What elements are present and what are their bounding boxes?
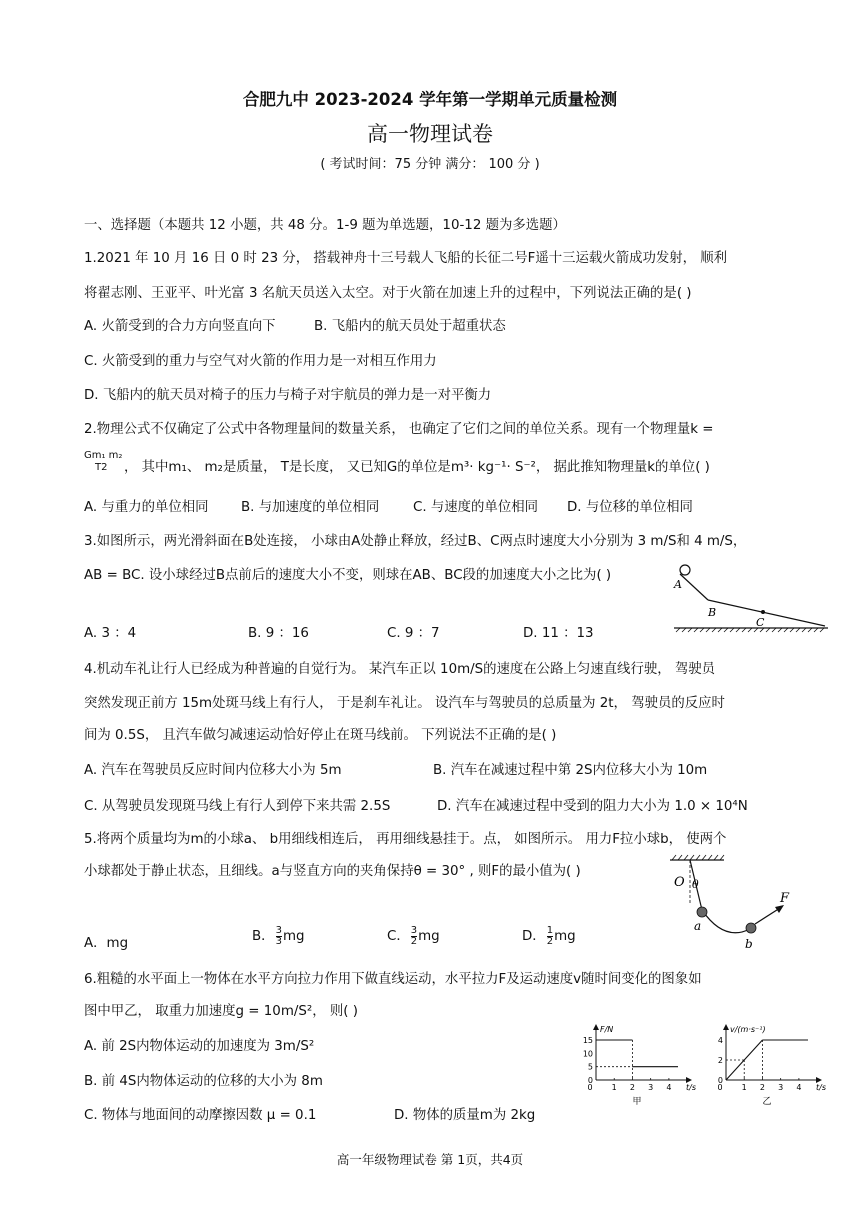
y-axis-label: F/N [600,1025,614,1034]
q2-option-c: C. 与速度的单位相同 [413,500,538,515]
q5-option-d-den: 2 [546,935,554,947]
label-a: A [674,578,682,591]
label-c: C [756,616,765,629]
chart-caption: 乙 [762,1097,772,1107]
q5-option-c-unit: mg [418,929,440,944]
label-b: b [745,937,753,951]
incline-bc [708,600,825,626]
chart-force-time [568,1018,708,1120]
y-tick-label: 0 [717,1076,723,1085]
q2-formula-denominator: T2 [95,462,108,473]
q1-option-d: D. 飞船内的航天员对椅子的压力与椅子对宇航员的弹力是一对平衡力 [84,388,492,403]
label-a: a [694,919,702,933]
q6-option-c: C. 物体与地面间的动摩擦因数 μ = 0.1 [84,1108,317,1123]
q1-line2: 将翟志刚、王亚平、叶光富 3 名航天员送入太空。对于火箭在加速上升的过程中，下列说法正确的是( ) [84,286,692,301]
q4-option-d: D. 汽车在减速过程中受到的阻力大小为 1.0 × 10⁴N [437,799,748,814]
q6-line2: 图中甲乙， 取重力加速度g = 10m/S²， 则( ) [84,1004,358,1019]
origin-label: 0 [717,1083,723,1092]
q5-option-d [522,925,576,947]
q2-option-a: A. 与重力的单位相同 [84,500,209,515]
q5-option-c-label: C． [387,929,410,944]
exam-title: 合肥九中 2023-2024 学年第一学期单元质量检测 [242,90,618,109]
q6-option-d: D. 物体的质量m为 2kg [394,1108,536,1123]
chart-caption: 甲 [632,1097,642,1107]
label-o: O [674,875,685,890]
q1-option-a: A. 火箭受到的合力方向竖直向下 [84,319,276,334]
q2-formula-numerator: Gm₁ m₂ [84,450,123,461]
q3-line2: AB = BC. 设小球经过B点前后的速度大小不变，则球在AB、BC段的加速度大小之比为( ) [84,568,612,583]
q4-line1: 4.机动车礼让行人已经成为种普遍的自觉行为。 某汽车正以 10m/S的速度在公路上匀速直线行驶， 驾驶员 [84,662,716,677]
x-tick-label: 2 [629,1083,635,1092]
q6-option-b: B. 前 4S内物体运动的位移的大小为 8m [84,1074,323,1089]
x-tick-label: 4 [796,1083,802,1092]
q5-option-d-label: D． [522,929,546,944]
ball-a [697,907,707,917]
x-axis-label: t/s [686,1083,696,1092]
exam-subtitle: 高一物理试卷 [367,122,493,146]
y-axis-arrow [593,1024,599,1030]
q5-option-c-num: 3 [410,924,418,936]
x-axis-label: t/s [816,1083,826,1092]
q2-line2: ， 其中m₁、 m₂是质量， T是长度， 又已知G的单位是m³· kg⁻¹· S⁻²， 据此推知物理量k的单位( ) [124,460,710,475]
q2-option-b: B. 与加速度的单位相同 [241,500,380,515]
q4-option-a: A. 汽车在驾驶员反应时间内位移大小为 5m [84,763,342,778]
label-theta: θ [692,878,699,891]
section-heading: 一、选择题（本题共 12 小题，共 48 分。1-9 题为单选题，10-12 题为多选题） [84,218,566,233]
q5-option-b-label: B． [252,929,275,944]
ball-a [680,565,690,575]
q4-line2: 突然发现正前方 15m处斑马线上有行人， 于是刹车礼让。 设汽车与驾驶员的总质量为 2t， 驾驶员的反应时 [84,696,725,711]
x-tick-label: 2 [759,1083,765,1092]
q1-option-c: C. 火箭受到的重力与空气对火箭的作用力是一对相互作用力 [84,354,437,369]
x-tick-label: 4 [666,1083,672,1092]
q3-line1: 3.如图所示，两光滑斜面在B处连接， 小球由A处静止释放，经过B、C两点时速度大小分别为 3 m/S和 4 m/S， [84,534,747,549]
q3-option-c: C. 9 ：7 [387,626,440,641]
point-c-dot [761,610,765,614]
y-axis-label: v/(m·s⁻¹) [730,1025,766,1034]
incline-ab [680,574,708,600]
q6-line1: 6.粗糙的水平面上一物体在水平方向拉力作用下做直线运动，水平拉力F及运动速度v随时间变化的图象如 [84,972,702,987]
q5-option-d-unit: mg [554,929,576,944]
q3-option-a: A. 3 ：4 [84,626,137,641]
q5-line1: 5.将两个质量均为m的小球a、 b用细线相连后， 再用细线悬挂于。点， 如图所示。 用力F拉小球b， 使两个 [84,832,727,847]
y-tick-label: 5 [587,1062,593,1072]
q3-option-b: B. 9 ：16 [248,626,309,641]
q5-option-c-den: 2 [410,935,418,947]
y-tick-label: 15 [582,1036,593,1045]
q3-incline-figure [668,560,833,636]
x-tick-label: 1 [611,1083,617,1092]
y-tick-label: 4 [717,1036,723,1045]
y-tick-label: 0 [587,1076,593,1085]
q5-option-a: A．mg [84,936,129,951]
force-f-arrow [755,908,780,924]
x-tick-label: 1 [741,1083,747,1092]
y-tick-label: 10 [582,1049,593,1059]
q5-option-c [387,925,440,947]
q4-line3: 间为 0.5S， 且汽车做匀减速运动恰好停止在斑马线前。 下列说法不正确的是( ) [84,728,557,743]
q5-option-b-den: 3 [275,935,282,947]
label-b: B [708,606,717,619]
ceiling-hatch [672,855,724,860]
q6-option-a: A. 前 2S内物体运动的加速度为 3m/S² [84,1039,315,1054]
exam-info: ( 考试时间：75 分钟 满分： 100 分 ) [320,157,540,172]
force-f-arrowhead [775,905,784,913]
q1-option-b: B. 飞船内的航天员处于超重状态 [314,319,506,334]
y-tick-label: 2 [717,1056,723,1065]
origin-label: 0 [587,1083,593,1092]
y-axis-arrow [723,1024,729,1030]
x-tick-label: 3 [648,1083,654,1092]
x-tick-label: 3 [778,1083,784,1092]
q2-option-d: D. 与位移的单位相同 [567,500,693,515]
label-f: F [780,891,790,906]
q5-option-b-num: 3 [275,924,282,936]
chart-velocity-time [712,1018,836,1120]
q3-option-d: D. 11 ：13 [523,626,594,641]
q5-option-d-num: 1 [546,924,554,936]
q5-line2: 小球都处于静止状态，且细线。a与竖直方向的夹角保持θ = 30° , 则F的最小值为( ) [84,864,581,879]
ball-b [746,923,756,933]
q4-option-c: C. 从驾驶员发现斑马线上有行人到停下来共需 2.5S [84,799,391,814]
q5-pendulum-figure [652,852,802,952]
page-footer: 高一年级物理试卷 第 1页，共4页 [336,1152,524,1167]
q4-option-b: B. 汽车在减速过程中第 2S内位移大小为 10m [433,763,708,778]
string-ab [702,910,750,933]
q1-line1: 1.2021 年 10 月 16 日 0 时 23 分， 搭载神舟十三号载人飞船的长征二号F遥十三运载火箭成功发射， 顺利 [84,251,728,266]
q5-option-b [252,925,305,947]
q5-option-b-unit: mg [282,929,305,944]
q2-line1: 2.物理公式不仅确定了公式中各物理量间的数量关系， 也确定了它们之间的单位关系。现有一个物理量k = [84,422,714,437]
